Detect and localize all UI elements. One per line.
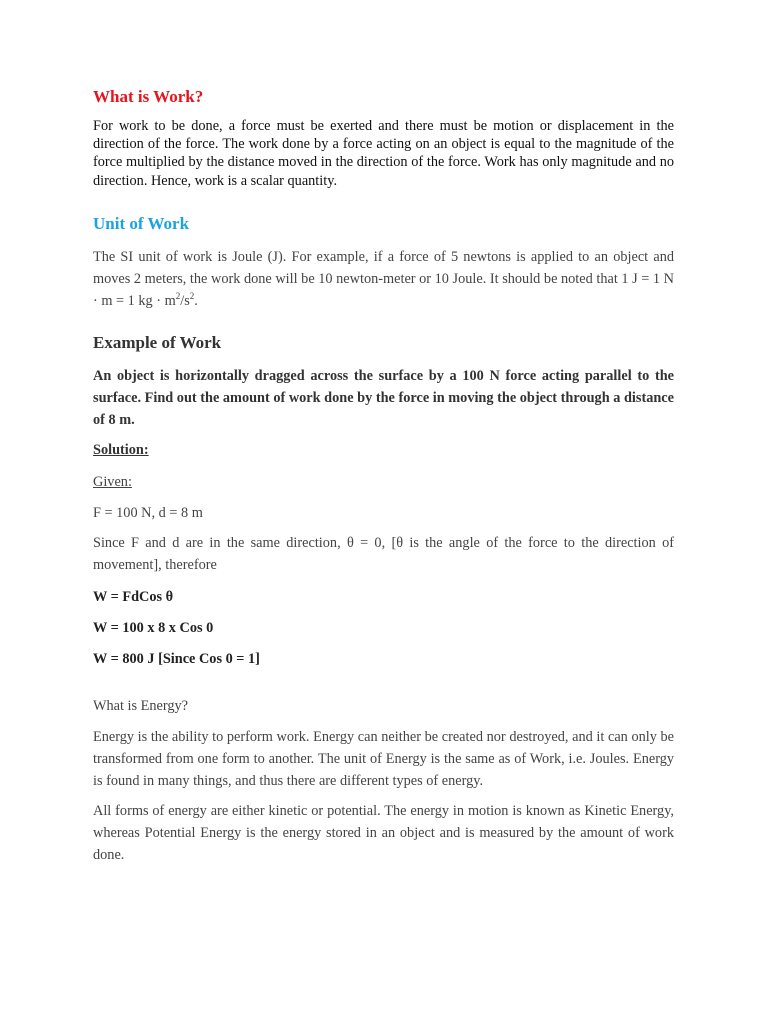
unit-text: The SI unit of work is Joule (J). For example, if a force of 5 newtons is applied to an object and moves 2 meters, the work done will be 10 newton-meter or 10 Joule. It should be noted that 1 J = 1 N · m = 1 kg · m [93, 249, 674, 309]
heading-unit-of-work: Unit of Work [93, 214, 190, 233]
equation-substitution: W = 100 x 8 x Cos 0 [93, 620, 214, 636]
unit-superscript-2: 2 [189, 291, 195, 302]
given-label: Given: [93, 474, 132, 490]
example-question: An object is horizontally dragged across the surface by a 100 N force acting parallel to the surface. Find out the amount of work done by the force in moving the object through a distance of 8 m. [93, 368, 674, 428]
solution-label: Solution: [93, 442, 149, 458]
unit-of-work-paragraph [93, 246, 674, 312]
heading-what-is-work: What is Work? [93, 87, 204, 106]
energy-forms-paragraph: All forms of energy are either kinetic or potential. The energy in motion is known as Kinetic Energy, whereas Potential Energy is the energy stored in an object and is measured by the amount of work done. [93, 803, 674, 863]
heading-what-is-energy: What is Energy? [93, 698, 189, 714]
unit-text-mid: /s [180, 293, 190, 309]
equation-formula: W = FdCos θ [93, 589, 174, 605]
equation-result: W = 800 J [Since Cos 0 = 1] [93, 651, 260, 667]
energy-definition-paragraph: Energy is the ability to perform work. Energy can neither be created nor destroyed, and it can only be transformed from one form to another. The unit of Energy is the same as of Work, i.e. Joules. Energy is found in many things, and thus there are different types of energy. [93, 729, 674, 789]
given-values: F = 100 N, d = 8 m [93, 505, 203, 521]
unit-superscript-1: 2 [175, 291, 181, 302]
unit-text-end: . [194, 293, 198, 309]
heading-example-of-work: Example of Work [93, 333, 222, 352]
work-definition-paragraph: For work to be done, a force must be exerted and there must be motion or displacement in the direction of the force. The work done by a force acting on an object is equal to the magnitude of the force multiplied by the distance moved in the direction of the force. Work has only magnitude and no direction. Hence, work is a scalar quantity. [93, 118, 674, 189]
direction-explanation: Since F and d are in the same direction, θ = 0, [θ is the angle of the force to the direction of movement], therefore [93, 535, 674, 573]
